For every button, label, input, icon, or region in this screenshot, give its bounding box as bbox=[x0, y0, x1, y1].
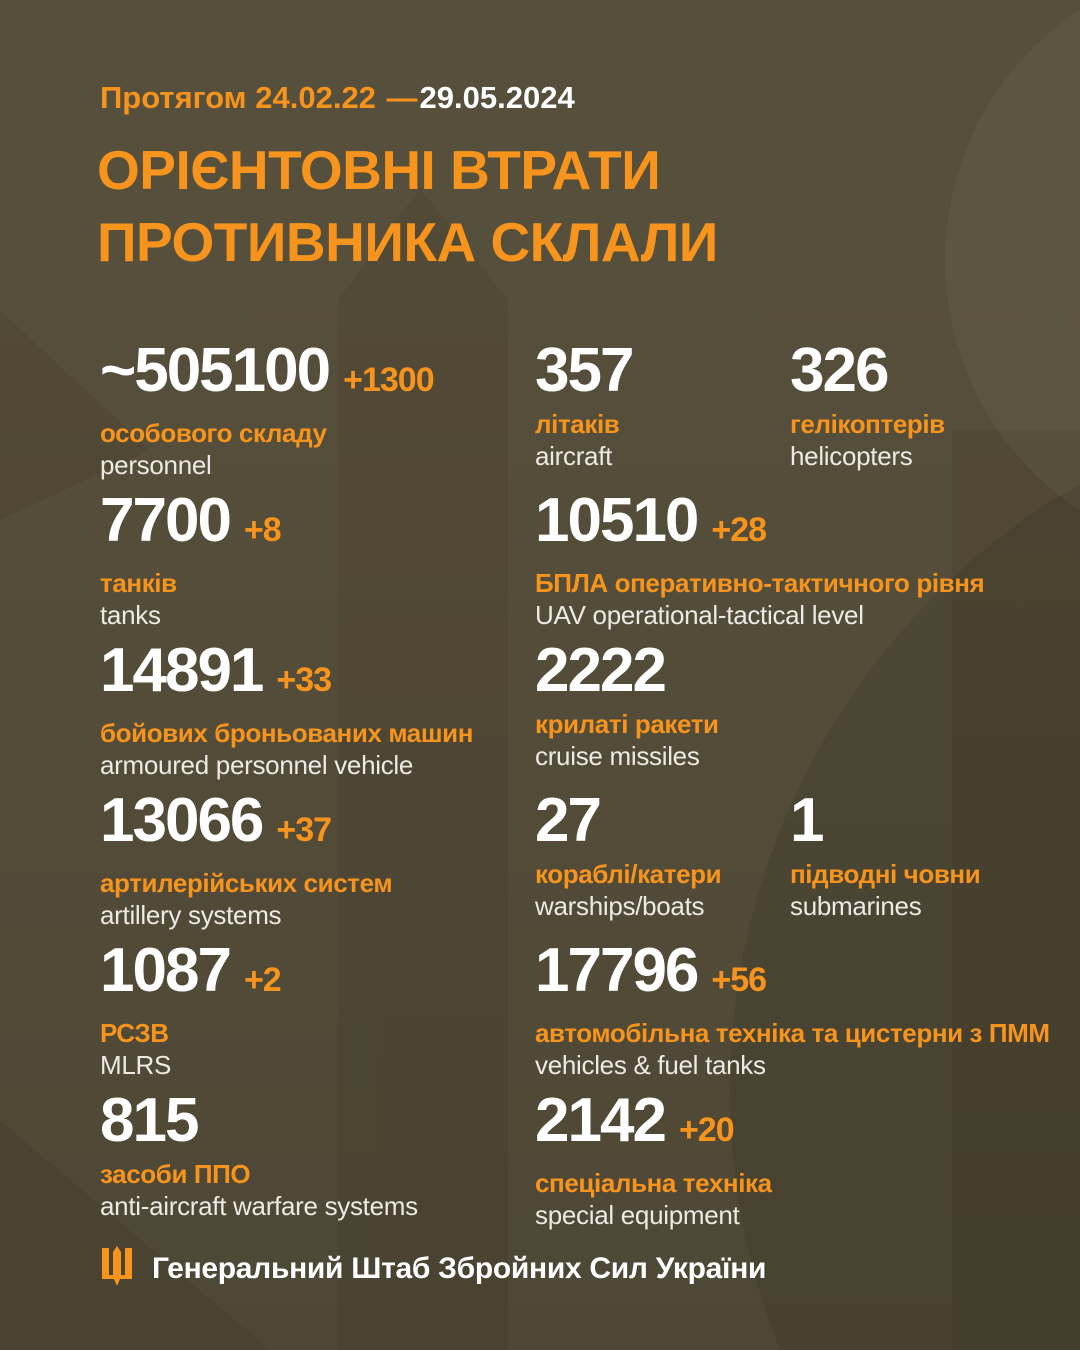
stat-value: 10510 bbox=[535, 486, 698, 555]
page-title-line1: ОРІЄНТОВНІ ВТРАТИ bbox=[97, 139, 661, 201]
stat-value: 2222 bbox=[535, 636, 665, 705]
page-title bbox=[97, 134, 718, 278]
stat-value: 17796 bbox=[535, 936, 698, 1005]
stat-submarines bbox=[790, 786, 981, 921]
stat-value-line bbox=[100, 1086, 418, 1155]
stat-label-ua: танків bbox=[100, 568, 177, 598]
stat-vehicles-fuel-tanks bbox=[535, 936, 1050, 1080]
stat-label-ua: особового складу bbox=[100, 418, 327, 448]
stat-value-line bbox=[535, 936, 1050, 1011]
stat-value-line bbox=[535, 636, 719, 705]
stat-label-ua: бойових броньованих машин bbox=[100, 718, 474, 748]
stat-value: ~505100 bbox=[100, 336, 330, 405]
stat-label-ua: гелікоптерів bbox=[790, 409, 945, 439]
stat-delta: +1300 bbox=[343, 361, 434, 399]
stat-label-ua: крилаті ракети bbox=[535, 709, 719, 739]
stat-value-line bbox=[100, 336, 434, 411]
stat-label-en: UAV operational-tactical level bbox=[535, 600, 864, 630]
stat-value-line bbox=[535, 336, 633, 405]
stat-value-line bbox=[535, 486, 984, 561]
stat-value: 357 bbox=[535, 336, 633, 405]
stat-value: 14891 bbox=[100, 636, 263, 705]
stat-value: 2142 bbox=[535, 1086, 665, 1155]
stat-value-line bbox=[100, 636, 473, 711]
stat-label-ua: підводні човни bbox=[790, 859, 981, 889]
stat-value-line bbox=[100, 786, 392, 861]
stat-label-en: armoured personnel vehicle bbox=[100, 750, 414, 780]
stat-label-en: personnel bbox=[100, 450, 212, 480]
stat-delta: +2 bbox=[243, 961, 281, 999]
stat-value-line bbox=[535, 786, 721, 855]
stat-label-en: submarines bbox=[790, 891, 922, 921]
stat-label-ua: БПЛА оперативно-тактичного рівня bbox=[535, 568, 985, 598]
period-label: Протягом bbox=[100, 80, 247, 115]
stat-value-line bbox=[535, 1086, 772, 1161]
stat-personnel bbox=[100, 336, 434, 480]
stat-aircraft bbox=[535, 336, 633, 471]
stat-label-en: artillery systems bbox=[100, 900, 282, 930]
stat-value: 27 bbox=[535, 786, 600, 855]
stat-delta: +8 bbox=[243, 511, 281, 549]
footer bbox=[100, 1246, 766, 1292]
stat-label-en: MLRS bbox=[100, 1050, 172, 1080]
stat-warships bbox=[535, 786, 722, 921]
stat-helicopters bbox=[790, 336, 945, 471]
stat-anti-aircraft bbox=[100, 1086, 418, 1221]
stat-label-en: anti-aircraft warfare systems bbox=[100, 1191, 418, 1221]
stat-uav bbox=[535, 486, 985, 630]
stat-label-en: cruise missiles bbox=[535, 741, 700, 771]
stat-label-ua: кораблі/катери bbox=[535, 859, 722, 889]
stat-value-line bbox=[100, 936, 281, 1011]
stat-value-line bbox=[790, 786, 980, 855]
stat-label-en: aircraft bbox=[535, 441, 613, 471]
stat-delta: +37 bbox=[276, 811, 332, 849]
stat-value: 7700 bbox=[100, 486, 230, 555]
stat-value: 326 bbox=[790, 336, 888, 405]
stat-mlrs bbox=[100, 936, 281, 1080]
period-line bbox=[100, 80, 575, 116]
stat-value: 13066 bbox=[100, 786, 263, 855]
stat-label-ua: артилерійських систем bbox=[100, 868, 393, 898]
stat-delta: +28 bbox=[711, 511, 767, 549]
period-date-to: 29.05.2024 bbox=[419, 80, 575, 115]
stat-value-line bbox=[790, 336, 945, 405]
stat-label-ua: РСЗВ bbox=[100, 1018, 169, 1048]
stat-delta: +20 bbox=[678, 1111, 734, 1149]
stat-special-equipment bbox=[535, 1086, 772, 1230]
stat-delta: +33 bbox=[276, 661, 332, 699]
stat-label-en: vehicles & fuel tanks bbox=[535, 1050, 766, 1080]
stat-label-en: tanks bbox=[100, 600, 161, 630]
stat-label-ua: автомобільна техніка та цистерни з ПММ bbox=[535, 1018, 1050, 1048]
stat-value: 1087 bbox=[100, 936, 230, 1005]
stat-delta: +56 bbox=[711, 961, 767, 999]
page-title-line2: ПРОТИВНИКА СКЛАЛИ bbox=[97, 211, 718, 273]
tryzub-icon bbox=[100, 1246, 134, 1292]
org-name: Генеральний Штаб Збройних Сил України bbox=[152, 1252, 767, 1285]
stat-value: 1 bbox=[790, 786, 823, 855]
stat-label-en: helicopters bbox=[790, 441, 913, 471]
stat-value-line bbox=[100, 486, 281, 561]
period-dash: — bbox=[386, 80, 418, 115]
stat-value: 815 bbox=[100, 1086, 198, 1155]
stat-artillery bbox=[100, 786, 393, 930]
stat-label-en: special equipment bbox=[535, 1200, 740, 1230]
stat-label-ua: спеціальна техніка bbox=[535, 1168, 772, 1198]
stat-armoured-vehicles bbox=[100, 636, 474, 780]
stat-label-en: warships/boats bbox=[535, 891, 705, 921]
stat-tanks bbox=[100, 486, 281, 630]
stat-label-ua: літаків bbox=[535, 409, 620, 439]
stat-label-ua: засоби ППО bbox=[100, 1159, 251, 1189]
period-date-from: 24.02.22 bbox=[255, 80, 376, 115]
stat-cruise-missiles bbox=[535, 636, 719, 771]
